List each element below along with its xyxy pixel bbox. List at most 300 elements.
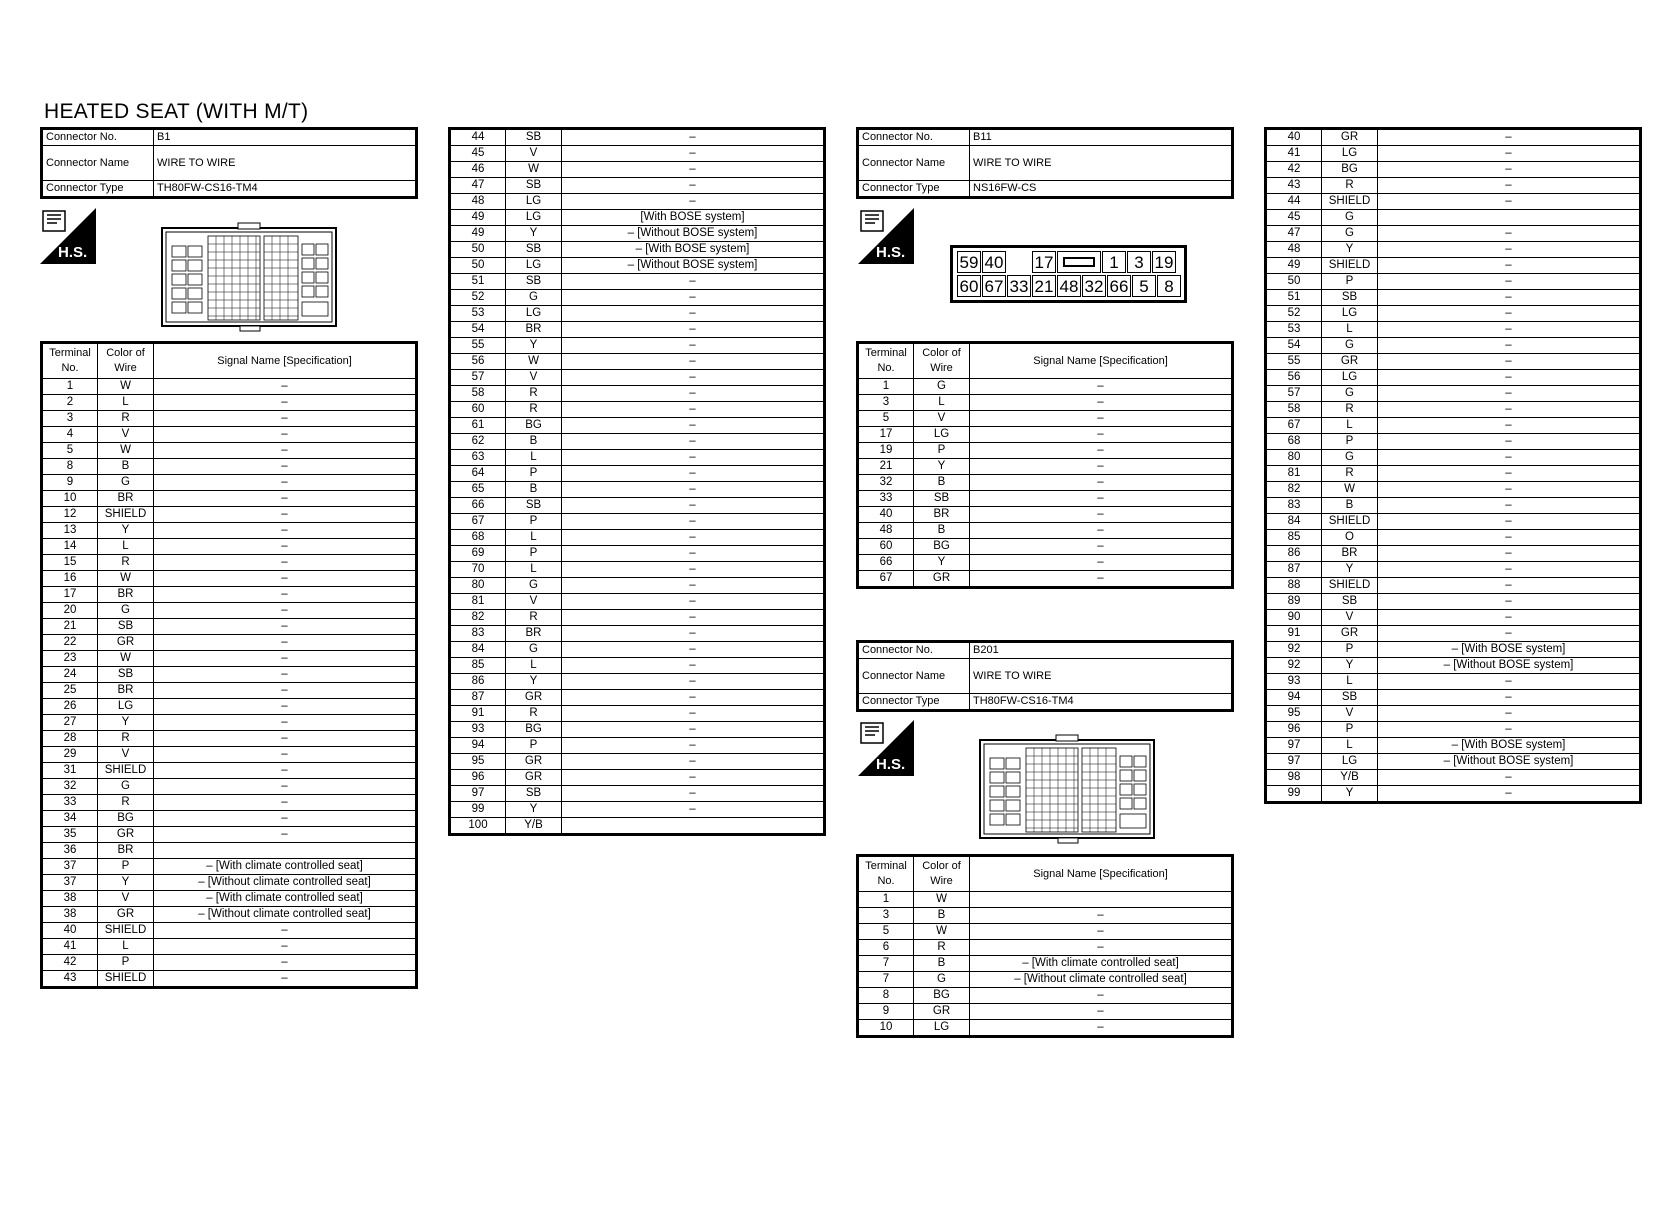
wire-color-cell: LG: [506, 210, 562, 226]
table-row: [42, 667, 417, 683]
signal-name-cell: [With BOSE system]: [562, 210, 825, 226]
table-row: [450, 306, 825, 322]
wire-color-cell: W: [98, 443, 154, 459]
table-row: [1266, 786, 1641, 803]
pin: 1: [1102, 251, 1126, 273]
terminal-no-cell: 61: [450, 418, 506, 434]
terminal-no-cell: 67: [858, 571, 914, 588]
signal-name-cell: –: [1378, 514, 1641, 530]
wire-color-cell: B: [1322, 498, 1378, 514]
signal-name-cell: –: [154, 475, 417, 491]
table-row: [450, 674, 825, 690]
table-row: [1266, 146, 1641, 162]
wire-color-cell: L: [1322, 322, 1378, 338]
signal-name-cell: – [With climate controlled seat]: [970, 956, 1233, 972]
signal-name-cell: –: [1378, 258, 1641, 274]
terminal-no-cell: 31: [42, 763, 98, 779]
table-row: [42, 715, 417, 731]
terminal-no-cell: 33: [42, 795, 98, 811]
terminal-no-cell: 48: [858, 523, 914, 539]
table-row: [858, 940, 1233, 956]
signal-name-cell: – [Without BOSE system]: [1378, 658, 1641, 674]
table-row: [1266, 178, 1641, 194]
wire-color-cell: P: [506, 738, 562, 754]
terminal-no-cell: 51: [1266, 290, 1322, 306]
terminal-no-cell: 87: [450, 690, 506, 706]
terminal-no-cell: 27: [42, 715, 98, 731]
signal-name-cell: –: [562, 770, 825, 786]
signal-name-cell: –: [1378, 466, 1641, 482]
table-row: [42, 923, 417, 939]
table-row: [450, 322, 825, 338]
signal-name-cell: – [With climate controlled seat]: [154, 891, 417, 907]
table-row: [450, 802, 825, 818]
table-row: [1266, 402, 1641, 418]
signal-name-cell: –: [154, 779, 417, 795]
table-row: [1266, 210, 1641, 226]
wire-color-cell: G: [506, 578, 562, 594]
wire-color-cell: BR: [1322, 546, 1378, 562]
signal-name-cell: –: [1378, 418, 1641, 434]
wire-color-cell: LG: [98, 699, 154, 715]
wire-color-cell: SB: [1322, 290, 1378, 306]
connector-name-value: WIRE TO WIRE: [970, 659, 1233, 694]
table-row: [450, 386, 825, 402]
terminal-no-cell: 70: [450, 562, 506, 578]
wire-color-cell: LG: [506, 194, 562, 210]
connector-type-label: Connector Type: [858, 694, 970, 711]
pin-lock-key: [1057, 251, 1101, 273]
terminal-no-cell: 17: [42, 587, 98, 603]
signal-name-cell: –: [154, 427, 417, 443]
table-row: [450, 402, 825, 418]
table-row: [1266, 562, 1641, 578]
signal-name-cell: –: [970, 459, 1233, 475]
terminal-no-cell: 97: [450, 786, 506, 802]
terminal-no-cell: 7: [858, 956, 914, 972]
wire-color-cell: GR: [914, 571, 970, 588]
wire-color-cell: GR: [1322, 354, 1378, 370]
terminal-no-cell: 38: [42, 891, 98, 907]
table-row: [858, 395, 1233, 411]
b11-connector-pin-layout: [950, 245, 1187, 303]
terminal-no-cell: 34: [42, 811, 98, 827]
wire-color-cell: L: [1322, 418, 1378, 434]
wire-color-cell: W: [914, 892, 970, 908]
wire-color-cell: LG: [914, 427, 970, 443]
signal-name-cell: –: [154, 603, 417, 619]
connector-no-value: B11: [970, 129, 1233, 146]
signal-name-cell: – [Without climate controlled seat]: [970, 972, 1233, 988]
terminal-no-cell: 44: [450, 129, 506, 146]
table-row: [42, 907, 417, 923]
wire-color-cell: SB: [1322, 690, 1378, 706]
wire-color-cell: L: [98, 395, 154, 411]
terminal-no-cell: 64: [450, 466, 506, 482]
wire-color-cell: Y: [98, 875, 154, 891]
terminal-no-cell: 40: [858, 507, 914, 523]
signal-name-cell: –: [154, 747, 417, 763]
terminal-no-cell: 21: [858, 459, 914, 475]
wire-color-cell: Y: [1322, 658, 1378, 674]
terminal-no-cell: 50: [1266, 274, 1322, 290]
connector-name-label: Connector Name: [858, 659, 970, 694]
terminal-no-cell: 52: [450, 290, 506, 306]
table-row: [858, 411, 1233, 427]
signal-name-cell: –: [562, 626, 825, 642]
pin: 66: [1107, 275, 1131, 297]
wire-color-cell: R: [506, 706, 562, 722]
terminal-no-cell: 98: [1266, 770, 1322, 786]
signal-name-cell: –: [970, 555, 1233, 571]
table-row: [1266, 674, 1641, 690]
table-row: [858, 956, 1233, 972]
table-row: [1266, 770, 1641, 786]
wire-color-cell: G: [98, 603, 154, 619]
signal-name-cell: –: [970, 1020, 1233, 1037]
terminal-no-cell: 96: [450, 770, 506, 786]
wire-color-cell: GR: [506, 754, 562, 770]
table-row: [450, 434, 825, 450]
wire-color-cell: W: [98, 571, 154, 587]
terminal-no-cell: 92: [1266, 642, 1322, 658]
terminal-no-cell: 84: [1266, 514, 1322, 530]
table-row: [1266, 546, 1641, 562]
signal-name-cell: –: [1378, 594, 1641, 610]
terminal-no-cell: 36: [42, 843, 98, 859]
wire-color-cell: G: [1322, 450, 1378, 466]
table-row: [1266, 706, 1641, 722]
signal-name-cell: –: [562, 129, 825, 146]
terminal-no-cell: 83: [450, 626, 506, 642]
table-row: [1266, 722, 1641, 738]
wire-color-cell: Y: [1322, 562, 1378, 578]
signal-name-header: Signal Name [Specification]: [970, 343, 1233, 379]
signal-name-cell: –: [970, 507, 1233, 523]
signal-name-cell: –: [1378, 434, 1641, 450]
signal-name-cell: –: [562, 466, 825, 482]
signal-name-cell: –: [562, 162, 825, 178]
signal-name-cell: –: [154, 635, 417, 651]
hs-harness-side-icon: [858, 720, 914, 776]
wire-color-cell: R: [1322, 466, 1378, 482]
terminal-no-cell: 53: [1266, 322, 1322, 338]
wire-color-cell: G: [98, 475, 154, 491]
wire-color-cell: B: [506, 482, 562, 498]
b1-connector-face-diagram: [160, 222, 338, 332]
wire-color-cell: V: [506, 370, 562, 386]
signal-name-cell: – [Without climate controlled seat]: [154, 907, 417, 923]
connector-type-label: Connector Type: [858, 181, 970, 198]
wire-color-cell: BG: [914, 539, 970, 555]
wire-color-cell: BR: [506, 626, 562, 642]
terminal-no-cell: 7: [858, 972, 914, 988]
signal-name-cell: –: [1378, 690, 1641, 706]
signal-name-cell: –: [1378, 482, 1641, 498]
table-row: [450, 530, 825, 546]
wire-color-cell: L: [1322, 738, 1378, 754]
table-row: [450, 578, 825, 594]
wire-color-cell: Y: [1322, 242, 1378, 258]
terminal-no-cell: 9: [42, 475, 98, 491]
wire-color-cell: V: [506, 594, 562, 610]
signal-name-cell: – [With BOSE system]: [1378, 738, 1641, 754]
wire-color-cell: Y: [506, 338, 562, 354]
signal-name-cell: –: [970, 379, 1233, 395]
table-row: [450, 546, 825, 562]
wire-color-cell: R: [98, 731, 154, 747]
terminal-no-cell: 94: [1266, 690, 1322, 706]
table-row: [42, 683, 417, 699]
signal-name-cell: –: [1378, 498, 1641, 514]
table-row: [1266, 578, 1641, 594]
table-row: [1266, 450, 1641, 466]
table-row: [1266, 658, 1641, 674]
signal-name-cell: –: [154, 715, 417, 731]
wire-color-cell: B: [914, 523, 970, 539]
table-row: [42, 571, 417, 587]
terminal-no-cell: 8: [858, 988, 914, 1004]
terminal-no-cell: 99: [1266, 786, 1322, 803]
wire-color-cell: BG: [506, 722, 562, 738]
wire-color-cell: SB: [1322, 594, 1378, 610]
signal-name-cell: –: [1378, 386, 1641, 402]
wire-color-cell: R: [98, 411, 154, 427]
table-row: [858, 443, 1233, 459]
signal-name-cell: –: [1378, 338, 1641, 354]
table-row: [42, 475, 417, 491]
signal-name-cell: –: [154, 923, 417, 939]
signal-name-cell: –: [154, 523, 417, 539]
signal-name-cell: –: [154, 539, 417, 555]
table-row: [450, 450, 825, 466]
wire-color-cell: LG: [506, 306, 562, 322]
wire-color-cell: GR: [506, 690, 562, 706]
hs-harness-side-icon: [858, 208, 914, 264]
signal-name-cell: –: [154, 699, 417, 715]
table-row: [42, 555, 417, 571]
table-row: [450, 242, 825, 258]
wire-color-cell: SB: [506, 274, 562, 290]
table-row: [1266, 594, 1641, 610]
wire-color-cell: L: [506, 530, 562, 546]
signal-name-cell: –: [154, 651, 417, 667]
signal-name-cell: –: [562, 722, 825, 738]
signal-name-cell: –: [154, 683, 417, 699]
terminal-no-cell: 100: [450, 818, 506, 835]
signal-name-cell: –: [562, 306, 825, 322]
table-row: [42, 859, 417, 875]
wire-color-cell: LG: [1322, 370, 1378, 386]
terminal-no-cell: 2: [42, 395, 98, 411]
wire-color-cell: P: [506, 466, 562, 482]
wire-color-cell: W: [98, 379, 154, 395]
table-row: [42, 811, 417, 827]
terminal-no-cell: 45: [1266, 210, 1322, 226]
wire-color-cell: BG: [506, 418, 562, 434]
table-row: [42, 603, 417, 619]
wire-color-cell: SB: [98, 619, 154, 635]
signal-name-cell: –: [1378, 274, 1641, 290]
hs-harness-side-icon: [40, 208, 96, 264]
wire-color-cell: W: [914, 924, 970, 940]
signal-name-cell: –: [1378, 402, 1641, 418]
wire-color-cell: W: [506, 162, 562, 178]
wire-color-cell: R: [506, 402, 562, 418]
connector-no-label: Connector No.: [858, 642, 970, 659]
terminal-no-cell: 68: [1266, 434, 1322, 450]
signal-name-cell: –: [154, 491, 417, 507]
connector-no-value: B201: [970, 642, 1233, 659]
pin: 5: [1132, 275, 1156, 297]
terminal-no-cell: 80: [450, 578, 506, 594]
pin: 17: [1032, 251, 1056, 273]
table-row: [42, 459, 417, 475]
table-row: [1266, 338, 1641, 354]
signal-name-cell: –: [154, 395, 417, 411]
terminal-no-cell: 3: [858, 908, 914, 924]
signal-name-cell: –: [562, 482, 825, 498]
terminal-no-cell: 32: [42, 779, 98, 795]
terminal-no-cell: 33: [858, 491, 914, 507]
table-row: [858, 459, 1233, 475]
signal-name-cell: –: [562, 802, 825, 818]
terminal-no-cell: 19: [858, 443, 914, 459]
signal-name-cell: –: [562, 754, 825, 770]
terminal-no-cell: 91: [450, 706, 506, 722]
wire-color-cell: LG: [1322, 306, 1378, 322]
terminal-no-cell: 68: [450, 530, 506, 546]
terminal-no-cell: 12: [42, 507, 98, 523]
wire-color-cell: W: [506, 354, 562, 370]
signal-name-cell: –: [562, 450, 825, 466]
terminal-no-cell: 10: [858, 1020, 914, 1037]
table-row: [450, 754, 825, 770]
table-row: [1266, 290, 1641, 306]
wire-color-cell: BG: [98, 811, 154, 827]
terminal-no-cell: 38: [42, 907, 98, 923]
signal-name-cell: –: [562, 402, 825, 418]
wire-color-cell: P: [1322, 434, 1378, 450]
color-of-wire-header: Color of Wire: [914, 856, 970, 892]
wire-color-cell: BR: [98, 587, 154, 603]
signal-name-cell: [562, 818, 825, 835]
terminal-no-cell: 82: [450, 610, 506, 626]
wire-color-cell: Y: [914, 555, 970, 571]
signal-name-cell: –: [1378, 562, 1641, 578]
signal-name-cell: –: [1378, 546, 1641, 562]
table-row: [858, 507, 1233, 523]
terminal-no-cell: 94: [450, 738, 506, 754]
wire-color-cell: W: [1322, 482, 1378, 498]
wire-color-cell: P: [506, 546, 562, 562]
terminal-no-cell: 66: [450, 498, 506, 514]
signal-name-cell: –: [562, 674, 825, 690]
wire-color-cell: Y: [506, 802, 562, 818]
terminal-no-cell: 53: [450, 306, 506, 322]
table-row: [450, 482, 825, 498]
terminal-no-header: Terminal No.: [858, 856, 914, 892]
terminal-no-cell: 5: [42, 443, 98, 459]
terminal-no-cell: 49: [450, 210, 506, 226]
wire-color-cell: GR: [914, 1004, 970, 1020]
terminal-no-cell: 90: [1266, 610, 1322, 626]
pin: 67: [982, 275, 1006, 297]
table-row: [1266, 162, 1641, 178]
b201-terminal-rows-continued: [1266, 129, 1641, 803]
signal-name-cell: –: [562, 354, 825, 370]
connector-name-value: WIRE TO WIRE: [154, 146, 417, 181]
signal-name-cell: –: [1378, 178, 1641, 194]
signal-name-cell: –: [1378, 530, 1641, 546]
wire-color-cell: BG: [914, 988, 970, 1004]
b1-terminal-rows: [42, 379, 417, 988]
wire-color-cell: LG: [914, 1020, 970, 1037]
table-row: [858, 571, 1233, 588]
table-row: [450, 370, 825, 386]
signal-name-cell: –: [970, 539, 1233, 555]
signal-name-cell: –: [1378, 722, 1641, 738]
terminal-no-cell: 23: [42, 651, 98, 667]
table-row: [1266, 738, 1641, 754]
wire-color-cell: Y/B: [506, 818, 562, 835]
wire-color-cell: V: [506, 146, 562, 162]
wire-color-cell: G: [1322, 210, 1378, 226]
terminal-no-cell: 65: [450, 482, 506, 498]
wire-color-cell: B: [506, 434, 562, 450]
table-row: [858, 523, 1233, 539]
wire-color-cell: BR: [98, 683, 154, 699]
signal-name-cell: – [Without BOSE system]: [562, 226, 825, 242]
signal-name-cell: –: [1378, 129, 1641, 146]
table-row: [858, 427, 1233, 443]
signal-name-cell: –: [1378, 162, 1641, 178]
b11-pin-row-bottom: [956, 274, 1181, 298]
terminal-no-cell: 17: [858, 427, 914, 443]
wire-color-cell: SHIELD: [1322, 578, 1378, 594]
signal-name-header: Signal Name [Specification]: [154, 343, 417, 379]
table-row: [450, 210, 825, 226]
table-row: [42, 587, 417, 603]
wire-color-cell: V: [1322, 610, 1378, 626]
table-row: [1266, 322, 1641, 338]
signal-name-cell: –: [562, 386, 825, 402]
signal-name-cell: –: [562, 738, 825, 754]
wire-color-cell: Y: [98, 715, 154, 731]
wire-color-cell: GR: [98, 827, 154, 843]
wire-color-cell: V: [98, 891, 154, 907]
signal-name-cell: –: [562, 498, 825, 514]
table-row: [42, 731, 417, 747]
signal-name-cell: –: [1378, 706, 1641, 722]
signal-name-cell: –: [1378, 578, 1641, 594]
terminal-no-cell: 69: [450, 546, 506, 562]
wire-color-cell: R: [506, 610, 562, 626]
wire-color-cell: G: [98, 779, 154, 795]
signal-name-cell: –: [562, 514, 825, 530]
b11-terminal-table: [856, 341, 1234, 589]
table-row: [1266, 434, 1641, 450]
b201-connector-face-diagram: [978, 734, 1156, 844]
pin: 8: [1157, 275, 1181, 297]
signal-name-cell: –: [562, 786, 825, 802]
table-row: [1266, 754, 1641, 770]
terminal-no-cell: 95: [1266, 706, 1322, 722]
terminal-no-cell: 54: [450, 322, 506, 338]
signal-name-cell: –: [1378, 194, 1641, 210]
table-row: [42, 619, 417, 635]
wire-color-cell: P: [1322, 722, 1378, 738]
